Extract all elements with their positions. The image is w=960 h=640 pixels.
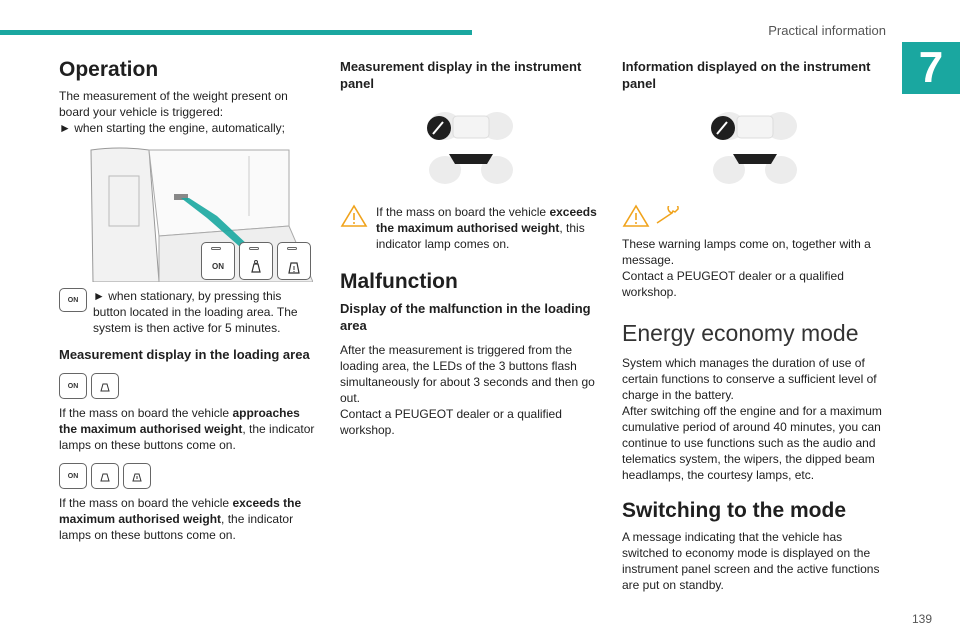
- column-measurement-display: [340, 58, 602, 438]
- gauge-cluster-icon-2: [709, 106, 801, 190]
- overweight-lit-icon: [123, 463, 151, 489]
- weight-lit-icon-2: [91, 463, 119, 489]
- heading-operation: Operation: [59, 58, 159, 81]
- approach-buttons-row: [59, 373, 317, 399]
- gauge-cluster-icon: [425, 106, 517, 190]
- switching-text: A message indicating that the vehicle has switched to economy mode is displayed on the instrument panel screen and the active functions are put on standby.: [622, 530, 880, 592]
- instrument-warning-text: If the mass on board the vehicle exceeds the maximum authorised weight, this indicator lamp comes on.: [376, 205, 597, 251]
- operation-intro: The measurement of the weight present on board your vehicle is triggered:: [59, 89, 288, 119]
- heading-loading-area-display: Measurement display in the loading area: [59, 347, 310, 362]
- malfunction-text: After the measurement is triggered from the loading area, the LEDs of the 3 buttons flash simultaneously for about 3 seconds and then go out.: [340, 343, 595, 405]
- operation-bullet-stationary: ► when stationary, by pressing this button located in the loading area. The system is then active for 5 minutes.: [93, 289, 298, 335]
- on-button-small-icon: ON: [59, 288, 87, 312]
- wrench-icon: [654, 206, 684, 226]
- heading-instrument-display: Measurement display in the instrument panel: [340, 59, 582, 91]
- on-lit-icon: ON: [59, 373, 87, 399]
- energy-text-1: System which manages the duration of use of certain functions to conserve a sufficient level of charge in the battery.: [622, 356, 877, 402]
- contact-dealer-text: Contact a PEUGEOT dealer or a qualified workshop.: [622, 269, 844, 299]
- chapter-number-badge: 7: [902, 42, 960, 94]
- heading-energy-economy: Energy economy mode: [622, 320, 859, 346]
- approach-text: If the mass on board the vehicle approaches the maximum authorised weight, the indicator lamps on these buttons come on.: [59, 406, 315, 452]
- heading-info-display: Information displayed on the instrument panel: [622, 59, 871, 91]
- heading-malfunction: Malfunction: [340, 270, 458, 293]
- header-accent-bar: [0, 30, 472, 35]
- heading-switching-mode: Switching to the mode: [622, 499, 846, 522]
- page-number: 139: [911, 612, 932, 626]
- warning-triangle-icon: [340, 204, 368, 228]
- instrument-panel-illustration-2: [622, 106, 888, 190]
- malfunction-contact: Contact a PEUGEOT dealer or a qualified workshop.: [340, 407, 562, 437]
- instrument-panel-illustration: [340, 106, 602, 190]
- section-title: Practical information: [768, 23, 886, 38]
- weight-exceed-icon: [277, 242, 311, 280]
- on-lit-icon-2: ON: [59, 463, 87, 489]
- heading-malfunction-sub: Display of the malfunction in the loading area: [340, 301, 591, 333]
- warning-triangle-icon-2: [622, 204, 650, 228]
- energy-text-2: After switching off the engine and for a maximum cumulative period of around 40 minutes, you can continue to use functions such as the audio and telematics system, the wipers, the dipped beam headlamps, the courtesy lamps, etc.: [622, 404, 882, 482]
- exceed-buttons-row: [59, 463, 317, 489]
- exceed-text: If the mass on board the vehicle exceeds the maximum authorised weight, the indicator lamps on these buttons come on.: [59, 496, 302, 542]
- warning-lamps-text: These warning lamps come on, together with a message.: [622, 237, 871, 267]
- operation-bullet-engine: ► when starting the engine, automatically;: [59, 121, 286, 135]
- weight-lit-icon: [91, 373, 119, 399]
- column-info-display: [622, 58, 888, 593]
- loading-area-illustration: [89, 146, 313, 282]
- column-operation: [59, 58, 317, 543]
- weight-approach-icon: [239, 242, 273, 280]
- on-button-icon: ON: [201, 242, 235, 280]
